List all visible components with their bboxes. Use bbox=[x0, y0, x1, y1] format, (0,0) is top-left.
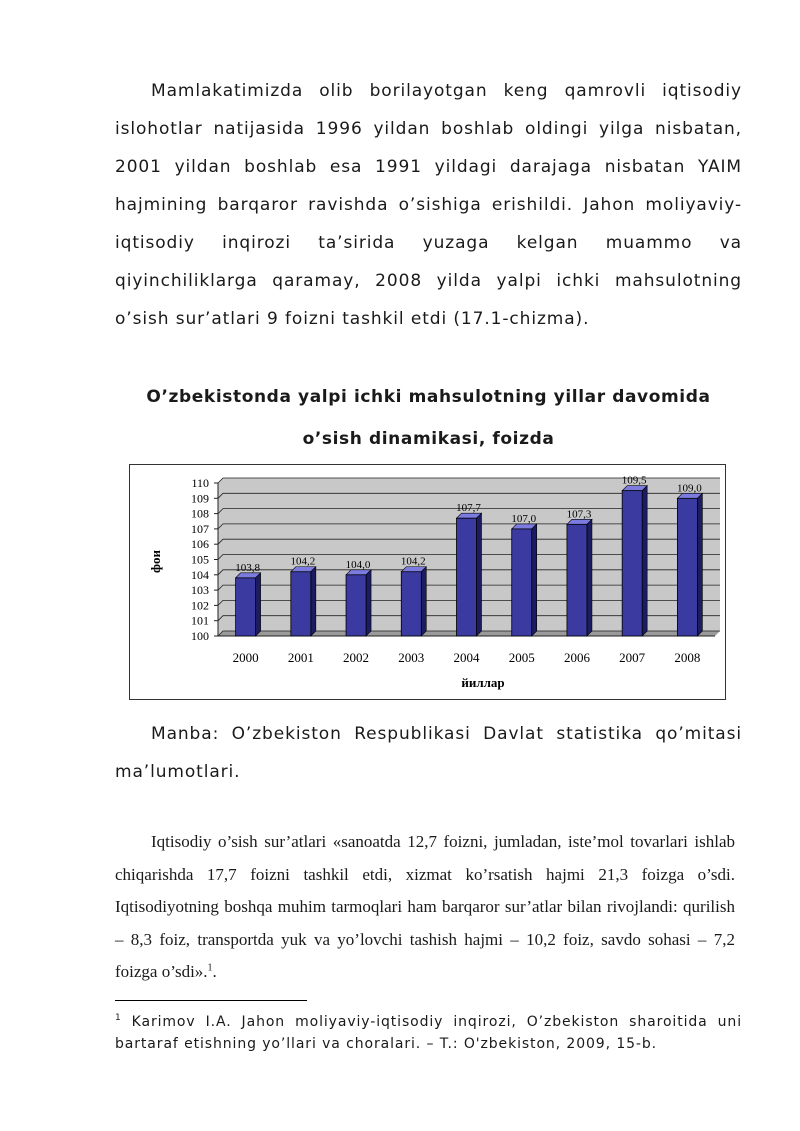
x-tick-label: 2007 bbox=[619, 650, 646, 665]
data-label: 104,0 bbox=[345, 558, 371, 571]
y-tick-label: 100 bbox=[191, 629, 209, 643]
bar-side bbox=[532, 524, 537, 636]
footnote bbox=[115, 1011, 742, 1055]
footnote-mark: 1 bbox=[115, 1013, 122, 1024]
x-tick-label: 2000 bbox=[232, 650, 259, 665]
bar-side bbox=[421, 567, 426, 636]
y-tick-label: 105 bbox=[191, 552, 209, 567]
chart-title-line-1: O’zbekistonda yalpi ichki mahsulotning yillar davomida bbox=[146, 387, 711, 407]
chart-title-line-2: o’sish dinamikasi, foizda bbox=[302, 429, 555, 449]
y-tick-label: 109 bbox=[191, 491, 209, 506]
y-tick-label: 102 bbox=[191, 598, 209, 613]
footnote-text: Karimov I.A. Jahon moliyaviy-iqtisodiy inqirozi, O’zbekiston sharoitida uni bartaraf etishning yo’llari va choralari. – T.: O'zbekiston, 2009, 15-b. bbox=[115, 1014, 742, 1052]
bar-side bbox=[311, 567, 316, 636]
x-axis-title: йиллар bbox=[461, 675, 505, 690]
y-axis-title: фои bbox=[148, 550, 163, 573]
bar-side bbox=[477, 513, 482, 636]
growth-paragraph: Iqtisodiy o’sish sur’atlari «sanoatda 12,7 foizni, jumladan, iste’mol tovarlari ishlab chiqarishda 17,7 foizni tashkil etdi, xizmat ko’rsatish hajmi 21,3 foizga o’sdi. Iqtisodiyotning boshqa muhim tarmoqlari ham barqaror sur’atlar bilan rivojlandi: qurilish – 8,3 foiz, transportda yuk va yo’lovchi tashish hajmi – 10,2 foiz, savdo sohasi – 7,2 foizga o’sdi».$^1$. bbox=[115, 832, 735, 981]
bar bbox=[346, 575, 366, 636]
x-tick-label: 2008 bbox=[674, 650, 701, 665]
bar bbox=[401, 572, 421, 636]
bar bbox=[622, 491, 642, 636]
bar bbox=[236, 578, 256, 636]
gdp-growth-chart bbox=[129, 464, 726, 700]
x-tick-label: 2001 bbox=[287, 650, 314, 665]
x-tick-label: 2003 bbox=[398, 650, 425, 665]
intro-paragraph-text: Mamlakatimizda olib borilayotgan keng qamrovli iqtisodiy islohotlar natijasida 1996 yildan boshlab oldingi yilga nisbatan, 2001 yildan boshlab esa 1991 yildagi darajaga nisbatan YAIM hajmining barqaror ravishda o’sishiga erishildi. Jahon moliyaviy-iqtisodiy inqirozi ta’sirida yuzaga kelgan muammo va qiyinchiliklarga qaramay, 2008 yilda yalpi ichki mahsulotning o’sish sur’atlari 9 foizni tashkil etdi (17.1-chizma). bbox=[115, 81, 742, 329]
data-label: 109,5 bbox=[621, 474, 647, 487]
y-tick-label: 108 bbox=[191, 506, 209, 521]
data-label: 107,0 bbox=[511, 512, 537, 525]
bar-side bbox=[642, 486, 647, 636]
data-label: 103,8 bbox=[235, 561, 260, 574]
chart-canvas bbox=[130, 465, 727, 701]
bar bbox=[291, 572, 311, 636]
footnote-divider bbox=[115, 1000, 307, 1001]
growth-paragraph-text: Iqtisodiy o’sish sur’atlari «sanoatda 12,7 foizni, jumladan, iste’mol tovarlari ishlab chiqarishda 17,7 foizni tashkil etdi, xizmat ko’rsatish hajmi 21,3 foizga o’sdi. Iqtisodiyotning boshqa muhim tarmoqlari ham barqaror sur’atlar bilan rivojlandi: qurilish – 8,3 foiz, transportda yuk va yo’lovchi tashish hajmi – 10,2 foiz, savdo sohasi – 7,2 foizga o’sdi». bbox=[115, 832, 735, 981]
data-label: 107,7 bbox=[456, 502, 481, 515]
x-tick-label: 2002 bbox=[343, 650, 370, 665]
x-tick-label: 2005 bbox=[508, 650, 535, 665]
bar bbox=[512, 529, 532, 636]
y-tick-label: 107 bbox=[191, 521, 209, 536]
bar bbox=[567, 524, 587, 636]
bar bbox=[677, 498, 697, 636]
bar bbox=[457, 518, 477, 636]
bar-side bbox=[587, 519, 592, 636]
data-label: 104,2 bbox=[290, 555, 316, 568]
data-label: 104,2 bbox=[400, 555, 426, 568]
y-tick-label: 106 bbox=[191, 537, 209, 552]
source-text: Manba: O’zbekiston Respublikasi Davlat statistika qo’mitasi ma’lumotlari. bbox=[115, 724, 742, 782]
data-label: 107,3 bbox=[566, 508, 592, 521]
chart-title bbox=[115, 376, 742, 460]
data-label: 109,0 bbox=[677, 482, 702, 495]
y-tick-label: 103 bbox=[191, 583, 209, 598]
y-tick-label: 101 bbox=[191, 613, 209, 628]
footnote-reference: 1 bbox=[207, 962, 213, 974]
bar-side bbox=[366, 570, 371, 636]
x-tick-label: 2004 bbox=[453, 650, 480, 665]
bar-side bbox=[256, 573, 261, 636]
y-tick-label: 104 bbox=[191, 567, 209, 582]
y-tick-label: 110 bbox=[191, 476, 209, 490]
intro-paragraph bbox=[115, 72, 742, 338]
bar-side bbox=[697, 493, 702, 636]
source-paragraph bbox=[115, 715, 742, 791]
x-tick-label: 2006 bbox=[563, 650, 590, 665]
